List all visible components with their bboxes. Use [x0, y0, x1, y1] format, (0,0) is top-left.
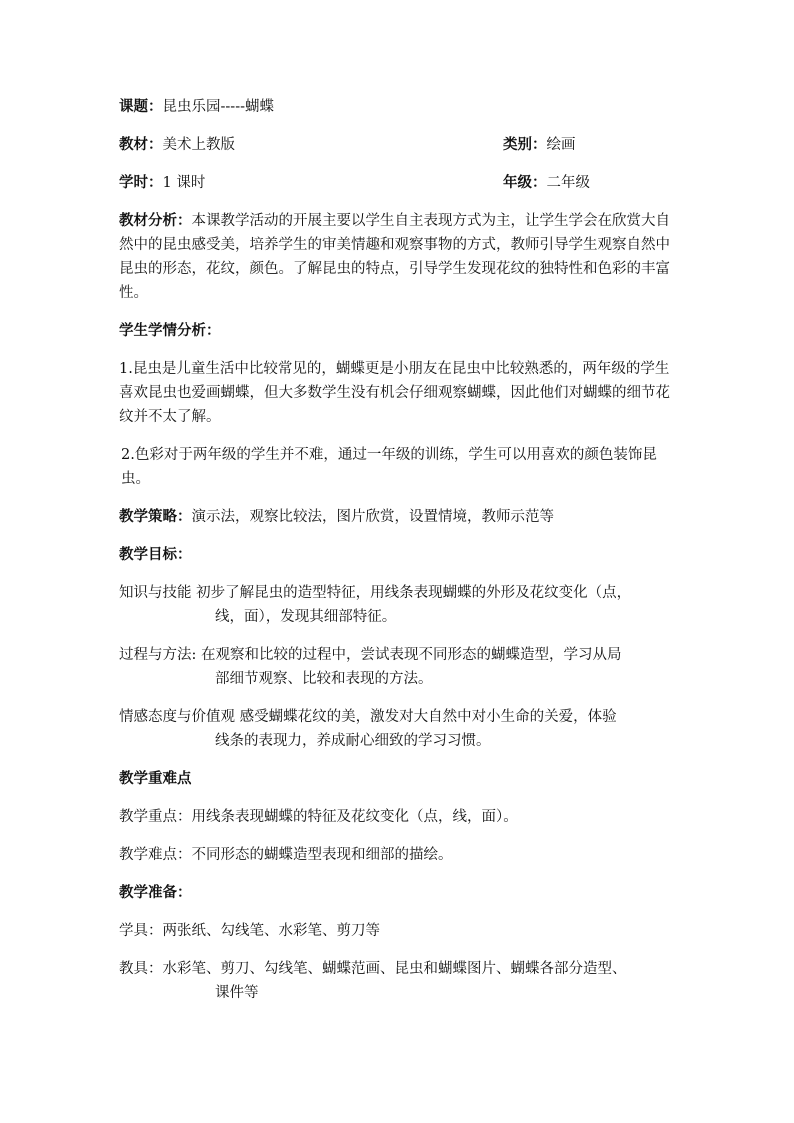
lesson-title [119, 95, 679, 119]
grade-field [503, 171, 679, 195]
key-points-heading: 教学重难点 [119, 770, 192, 787]
hours-field [119, 171, 205, 195]
teaching-strategy-text: 演示法，观察比较法，图片欣赏，设置情境，教师示范等 [191, 509, 554, 525]
textbook-category-row [119, 133, 679, 157]
student-analysis-heading: 学生学情分析： [119, 322, 221, 339]
category-value: 绘画 [546, 137, 576, 153]
key-focus: 教学重点：用线条表现蝴蝶的特征及花纹变化（点，线，面）。 [119, 809, 518, 825]
teaching-strategy-label: 教学策略： [119, 508, 192, 525]
goal-knowledge-line: 知识与技能 初步了解昆虫的造型特征，用线条表现蝴蝶的外形及花纹变化（点， [119, 585, 632, 601]
textbook-analysis-label: 教材分析： [119, 212, 192, 229]
teaching-strategy [119, 505, 679, 529]
key-difficulty: 教学难点：不同形态的蝴蝶造型表现和细部的描绘。 [119, 847, 453, 863]
goal-knowledge [119, 581, 679, 629]
goal-process-cont: 部细节观察、比较和表现的方法。 [215, 671, 433, 687]
hours-grade-row [119, 171, 679, 195]
textbook-field [119, 133, 235, 157]
textbook-value: 美术上教版 [162, 137, 235, 153]
preparation-heading: 教学准备： [119, 884, 192, 901]
textbook-label: 教材： [119, 136, 163, 153]
teacher-tools-line: 教具：水彩笔、剪刀、勾线笔、蝴蝶范画、昆虫和蝴蝶图片、蝴蝶各部分造型、 [119, 961, 627, 977]
goal-emotion-line: 情感态度与价值观 感受蝴蝶花纹的美，激发对大自然中对小生命的关爱，体验 [119, 709, 617, 725]
textbook-analysis-text: 本课教学活动的开展主要以学生自主表现方式为主，让学生学会在欣赏大自然中的昆虫感受美，培养学生的审美情趣和观察事物的方式，教师引导学生观察自然中昆虫的形态，花纹，颜色。了解昆虫的特点，引导学生发现花纹的独特性和色彩的丰富性。 [119, 213, 670, 301]
category-field [503, 133, 679, 157]
lesson-title-label: 课题： [119, 98, 163, 115]
grade-label: 年级： [503, 174, 547, 191]
goal-emotion [119, 705, 679, 753]
lesson-title-value: 昆虫乐园-----蝴蝶 [162, 99, 274, 115]
student-analysis-item: 1.昆虫是儿童生活中比较常见的，蝴蝶更是小朋友在昆虫中比较熟悉的，两年级的学生喜欢昆虫也爱画蝴蝶，但大多数学生没有机会仔细观察蝴蝶，因此他们对蝴蝶的细节花纹并不太了解。 [119, 361, 670, 425]
teacher-tools [119, 957, 679, 1005]
grade-value: 二年级 [546, 175, 590, 191]
goal-knowledge-cont: 线，面），发现其细部特征。 [215, 609, 397, 625]
teaching-goals-heading: 教学目标： [119, 546, 192, 563]
student-analysis-item: 2.色彩对于两年级的学生并不难，通过一年级的训练，学生可以用喜欢的颜色装饰昆虫。 [121, 447, 657, 487]
goal-process-line: 过程与方法: 在观察和比较的过程中，尝试表现不同形态的蝴蝶造型，学习从局 [119, 647, 622, 663]
teacher-tools-cont: 课件等 [215, 985, 259, 1001]
goal-process [119, 643, 679, 691]
lesson-plan-document [119, 95, 679, 1019]
hours-value: 1 课时 [162, 175, 206, 191]
textbook-analysis [119, 209, 679, 305]
goal-emotion-cont: 线条的表现力，养成耐心细致的学习习惯。 [215, 733, 491, 749]
student-tools: 学具：两张纸、勾线笔、水彩笔、剪刀等 [119, 923, 380, 939]
category-label: 类别： [503, 136, 547, 153]
hours-label: 学时： [119, 174, 163, 191]
